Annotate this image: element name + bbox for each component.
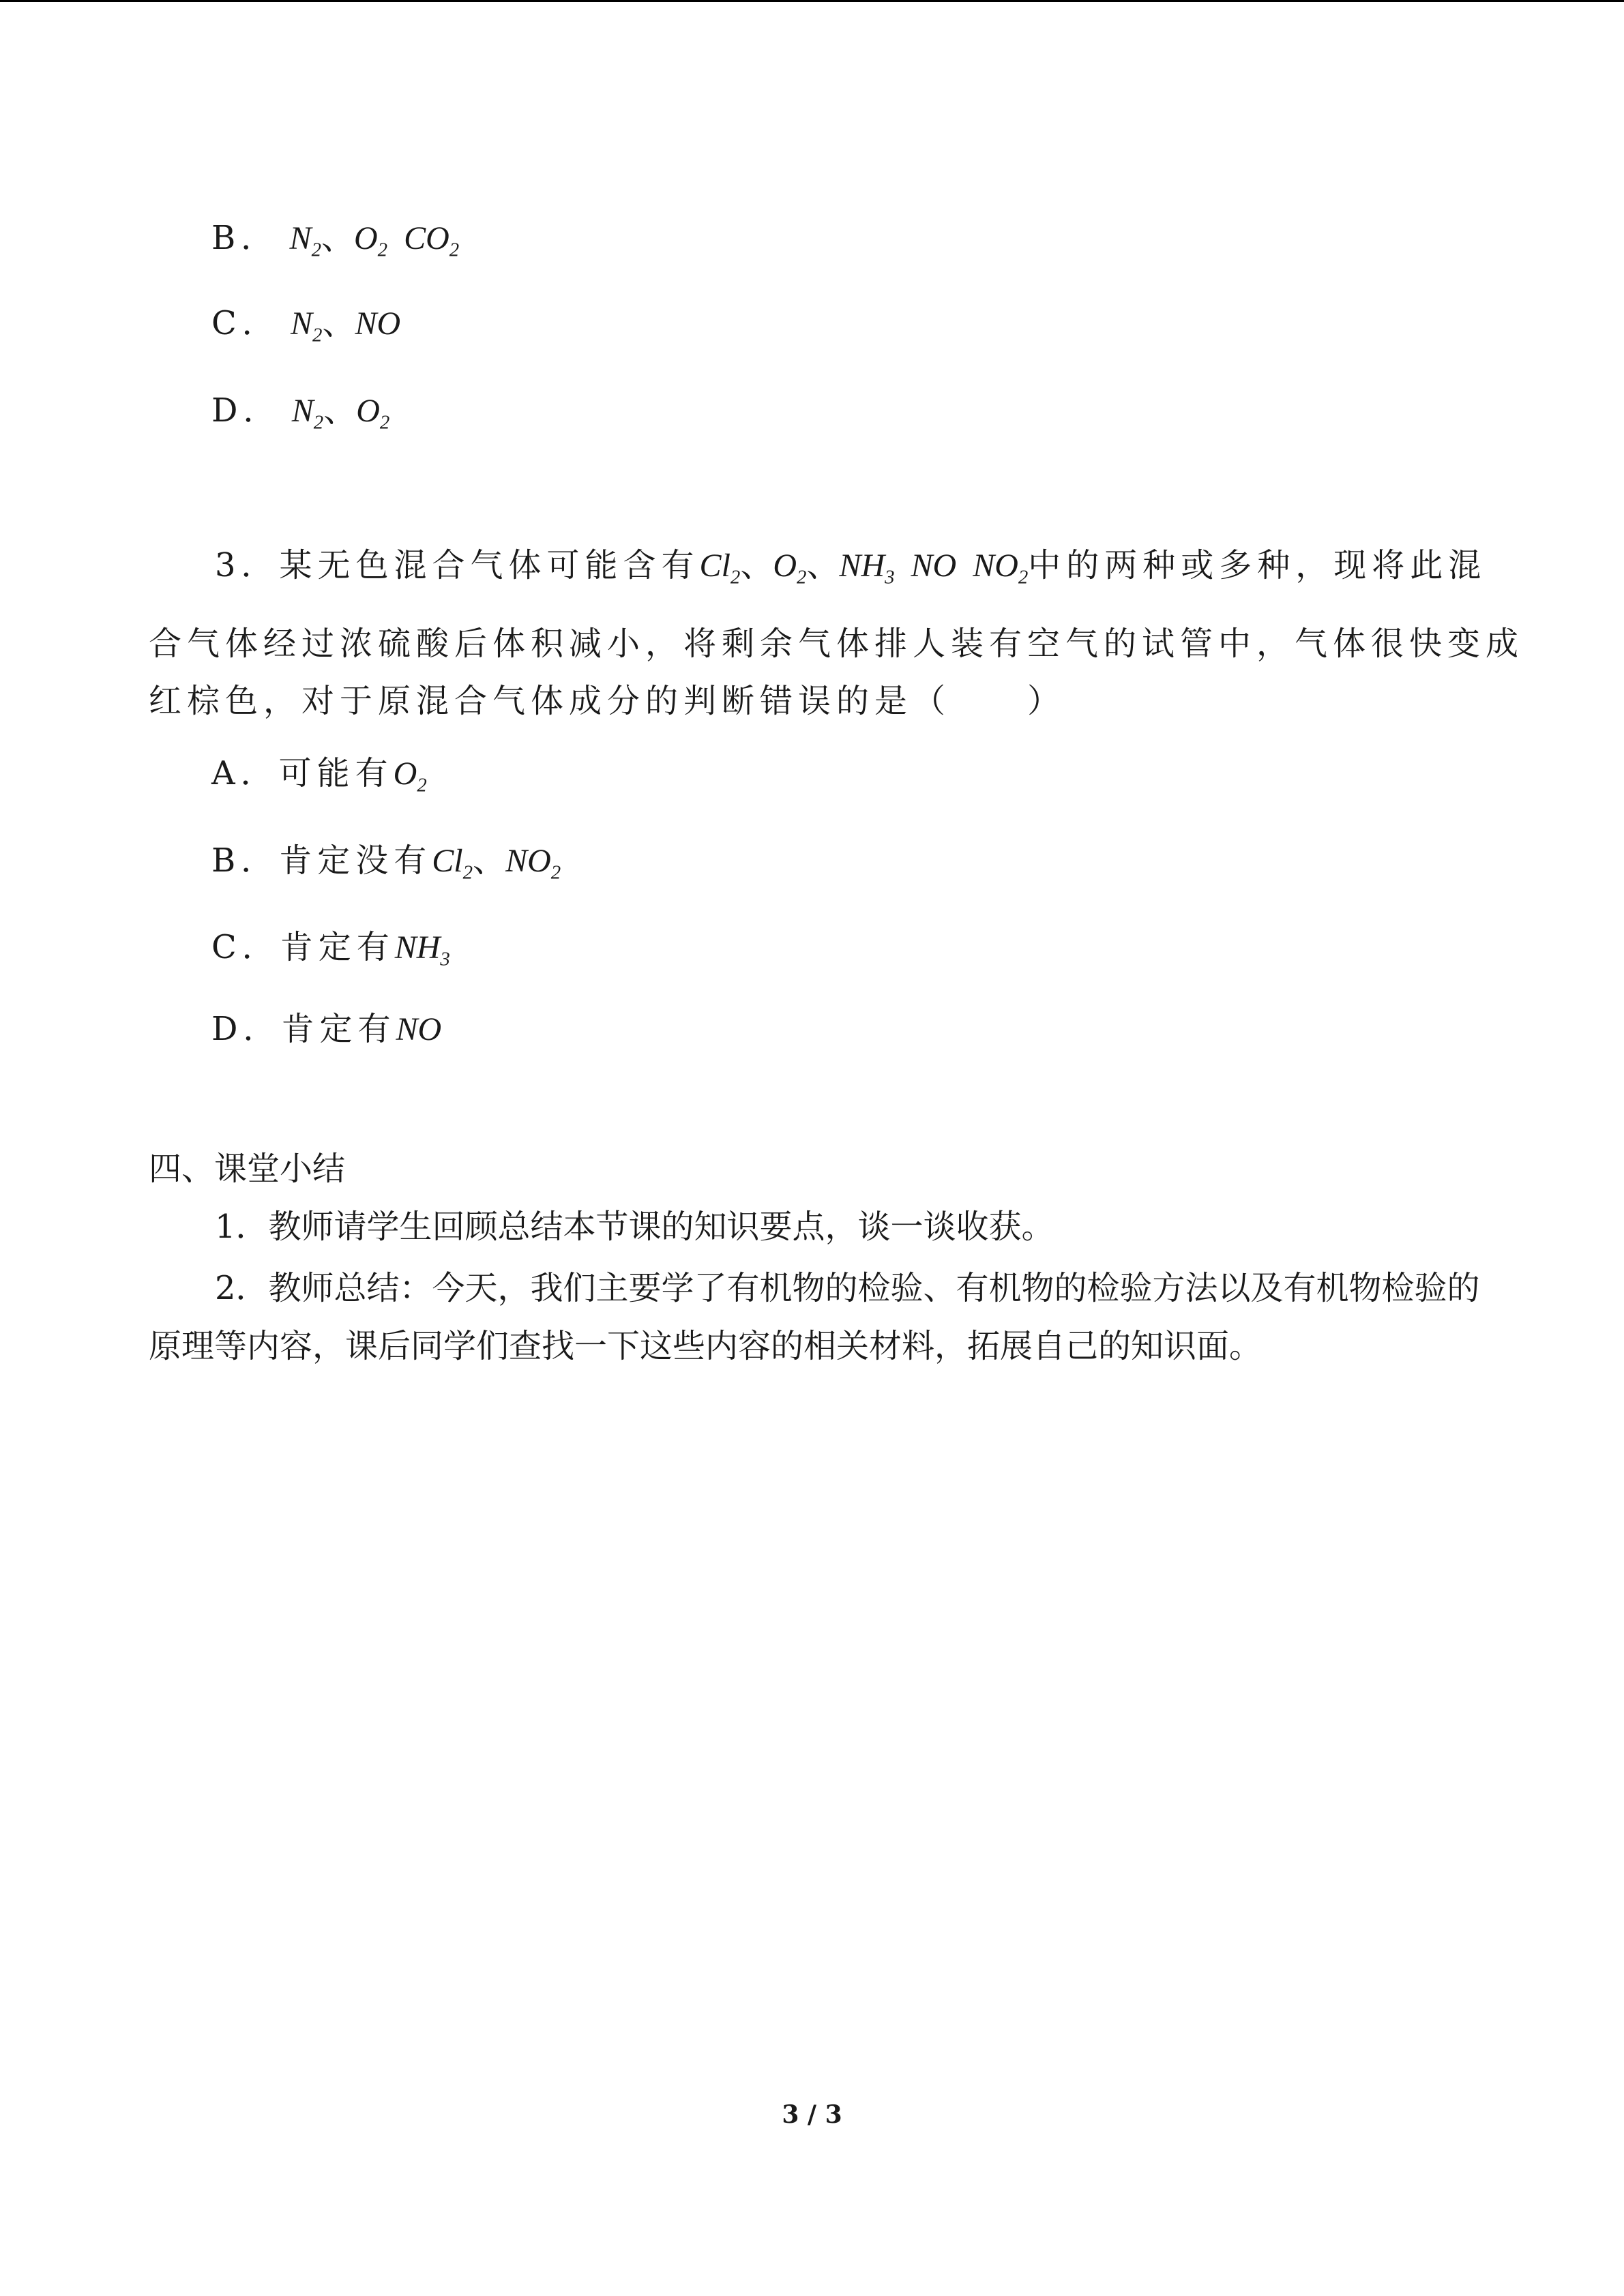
option-label: C． xyxy=(211,304,280,342)
formula-cl2-no2: $Cl_2$、$NO_2$ xyxy=(432,843,561,884)
formula-nh3: $NH_3$ xyxy=(394,929,450,970)
summary-item-2-line1: 2．教师总结：今天，我们主要学了有机物的检验、有机物的检验方法以及有机物检验的 xyxy=(215,1269,1480,1307)
option-text: D．肯定有 xyxy=(211,1010,396,1048)
option-text: B．肯定没有 xyxy=(211,841,432,880)
summary-item-2-line2: 原理等内容，课后同学们查找一下这些内容的相关材料，拓展自己的知识面。 xyxy=(149,1327,1263,1365)
formula-o2: $O_2$ xyxy=(393,756,427,796)
q3-stem-line2: 合气体经过浓硫酸后体积减小，将剩余气体排人装有空气的试管中，气体很快变成 xyxy=(149,625,1524,663)
q3-stem-a: 3．某无色混合气体可能含有 xyxy=(215,546,700,584)
q3-stem-b: 中的两种或多种，现将此混 xyxy=(1028,546,1487,584)
formula-n2-o2: $N_2$、$O_2$ xyxy=(291,393,390,434)
option-label: D． xyxy=(211,391,282,430)
q2-option-c xyxy=(211,304,401,346)
q2-option-b xyxy=(211,219,460,261)
q3-option-a xyxy=(211,754,427,796)
summary-item-1: 1．教师请学生回顾总结本节课的知识要点，谈一谈收获。 xyxy=(215,1208,1054,1246)
top-border xyxy=(0,0,1624,2)
formula-n2-o2-co2: $N_2$、$O_2$ $CO_2$ xyxy=(289,220,460,261)
formula-no: NO xyxy=(396,1011,442,1047)
q2-option-d xyxy=(211,391,390,434)
option-label: B． xyxy=(211,219,280,257)
q3-stem-line3: 红棕色，对于原混合气体成分的判断错误的是（ ） xyxy=(149,682,1066,720)
option-text: A．可能有 xyxy=(211,754,394,792)
option-text: C．肯定有 xyxy=(211,928,395,966)
summary-heading: 四、课堂小结 xyxy=(149,1150,346,1188)
q3-stem-line1 xyxy=(215,546,1487,588)
q3-option-c xyxy=(211,928,450,970)
page-number: 3 / 3 xyxy=(782,2100,842,2129)
formula-n2-no: $N_2$、NO xyxy=(291,305,401,346)
q3-option-d xyxy=(211,1010,442,1048)
q3-option-b xyxy=(211,841,561,884)
formula-gas-list: $Cl_2$、$O_2$、$NH_3$ NO $NO_2$ xyxy=(699,548,1029,588)
